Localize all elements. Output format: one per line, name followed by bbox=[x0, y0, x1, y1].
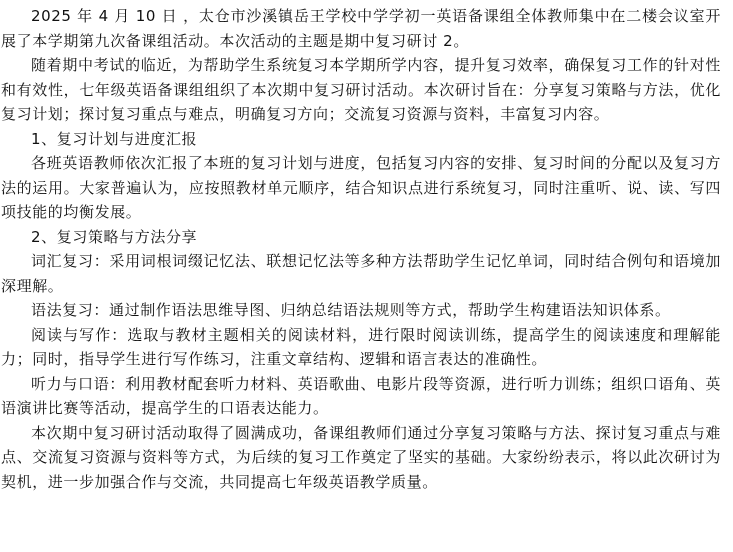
document-body bbox=[1, 0, 721, 494]
paragraph-purpose: 随着期中考试的临近，为帮助学生系统复习本学期所学内容，提升复习效率，确保复习工作的针对性和有效性，七年级英语备课组组织了本次期中复习研讨活动。本次研讨旨在：分享复习策略与方法，优化复习计划；探讨复习重点与难点，明确复习方向；交流复习资源与资料，丰富复习内容。 bbox=[1, 56, 721, 123]
paragraph-plan-progress: 各班英语教师依次汇报了本班的复习计划与进度，包括复习内容的安排、复习时间的分配以及复习方法的运用。大家普遍认为，应按照教材单元顺序，结合知识点进行系统复习，同时注重听、说、读、写四项技能的均衡发展。 bbox=[1, 154, 721, 221]
heading-plan-progress: 1、复习计划与进度汇报 bbox=[31, 129, 198, 148]
paragraph-reading-writing: 阅读与写作：选取与教材主题相关的阅读材料，进行限时阅读训练，提高学生的阅读速度和理解能力；同时，指导学生进行写作练习，注重文章结构、逻辑和语言表达的准确性。 bbox=[1, 325, 721, 368]
heading-strategy-method: 2、复习策略与方法分享 bbox=[31, 227, 198, 246]
paragraph-intro: 2025 年 4 月 10 日 ，太仓市沙溪镇岳王学校中学学初一英语备课组全体教师集中在二楼会议室开展了本学期第九次备课组活动。本次活动的主题是期中复习研讨 2。 bbox=[1, 7, 721, 50]
paragraph-listening-speaking: 听力与口语：利用教材配套听力材料、英语歌曲、电影片段等资源，进行听力训练；组织口语角、英语演讲比赛等活动，提高学生的口语表达能力。 bbox=[1, 374, 721, 417]
paragraph-grammar: 语法复习：通过制作语法思维导图、归纳总结语法规则等方式，帮助学生构建语法知识体系。 bbox=[31, 301, 671, 319]
paragraph-conclusion: 本次期中复习研讨活动取得了圆满成功，备课组教师们通过分享复习策略与方法、探讨复习重点与难点、交流复习资源与资料等方式，为后续的复习工作奠定了坚实的基础。大家纷纷表示，将以此次研讨为契机，进一步加强合作与交流，共同提高七年级英语教学质量。 bbox=[1, 423, 721, 491]
paragraph-vocabulary: 词汇复习：采用词根词缀记忆法、联想记忆法等多种方法帮助学生记忆单词，同时结合例句和语境加深理解。 bbox=[1, 252, 721, 295]
